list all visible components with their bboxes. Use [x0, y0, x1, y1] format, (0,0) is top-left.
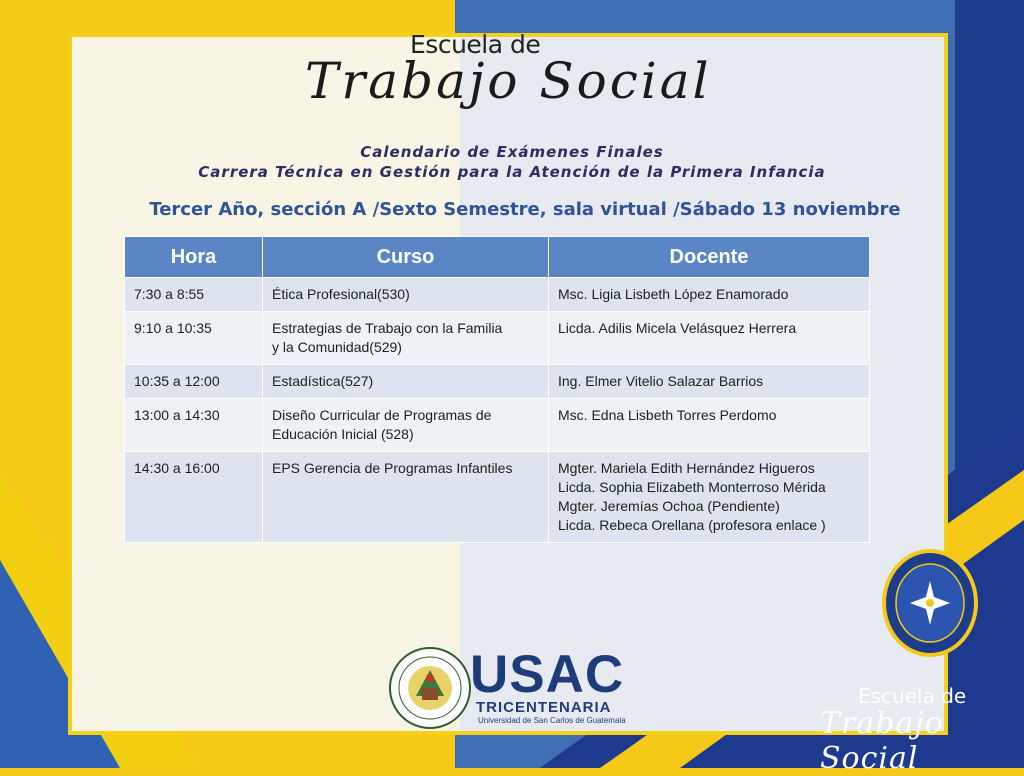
docente-line: Mgter. Mariela Edith Hernández Higueros: [558, 460, 815, 476]
curso-line: Estrategias de Trabajo con la Familia: [272, 320, 503, 336]
cell-curso: [263, 399, 549, 452]
cell-hora: 7:30 a 8:55: [125, 278, 263, 312]
tricentenaria-text: TRICENTENARIA: [476, 699, 612, 716]
header-line2: Trabajo Social: [305, 52, 712, 110]
subtitle-section: Tercer Año, sección A /Sexto Semestre, sala virtual /Sábado 13 noviembre: [149, 199, 901, 220]
cell-curso: [263, 278, 549, 312]
docente-line: Licda. Adilis Micela Velásquez Herrera: [558, 320, 797, 336]
curso-line: EPS Gerencia de Programas Infantiles: [272, 460, 513, 476]
cell-hora: 10:35 a 12:00: [125, 365, 263, 399]
curso-line: Estadística(527): [272, 373, 374, 389]
table-row: [125, 365, 870, 399]
cell-docente: [549, 365, 870, 399]
table-header-row: [125, 237, 870, 278]
university-name: Universidad de San Carlos de Guatemala: [478, 716, 626, 725]
docente-line: Mgter. Jeremías Ochoa (Pendiente): [558, 498, 780, 514]
table-row: [125, 399, 870, 452]
cell-docente: [549, 312, 870, 365]
exam-schedule-table: [124, 236, 870, 543]
docente-line: Msc. Edna Lisbeth Torres Perdomo: [558, 407, 777, 423]
docente-line: Ing. Elmer Vitelio Salazar Barrios: [558, 373, 764, 389]
cell-docente: [549, 452, 870, 543]
header-hora: Hora: [125, 237, 263, 278]
cell-docente: [549, 278, 870, 312]
subtitle-career: Carrera Técnica en Gestión para la Atención de la Primera Infancia: [198, 163, 826, 181]
footer-brand-line1: Escuela de: [858, 684, 967, 708]
footer-brand-line2: Trabajo Social: [820, 706, 944, 776]
docente-line: Msc. Ligia Lisbeth López Enamorado: [558, 286, 789, 302]
curso-line: Diseño Curricular de Programas de: [272, 407, 492, 423]
cell-docente: [549, 399, 870, 452]
header-line1: Escuela de: [410, 30, 541, 59]
curso-line: Educación Inicial (528): [272, 426, 414, 442]
subtitle-calendar: Calendario de Exámenes Finales: [360, 143, 664, 161]
cell-curso: [263, 312, 549, 365]
usac-wordmark: USAC: [470, 645, 625, 704]
usac-shield-logo: [388, 646, 472, 730]
cell-hora: 13:00 a 14:30: [125, 399, 263, 452]
table-row: [125, 278, 870, 312]
cell-curso: [263, 452, 549, 543]
docente-line: Licda. Rebeca Orellana (profesora enlace ): [558, 517, 826, 533]
table-row: [125, 452, 870, 543]
cell-curso: [263, 365, 549, 399]
header-docente: Docente: [549, 237, 870, 278]
curso-line: y la Comunidad(529): [272, 339, 402, 355]
cell-hora: 9:10 a 10:35: [125, 312, 263, 365]
curso-line: Ética Profesional(530): [272, 286, 410, 302]
cell-hora: 14:30 a 16:00: [125, 452, 263, 543]
table-row: [125, 312, 870, 365]
header-curso: Curso: [263, 237, 549, 278]
docente-line: Licda. Sophia Elizabeth Monterroso Mérida: [558, 479, 826, 495]
trabajo-social-seal-logo: [880, 548, 980, 658]
